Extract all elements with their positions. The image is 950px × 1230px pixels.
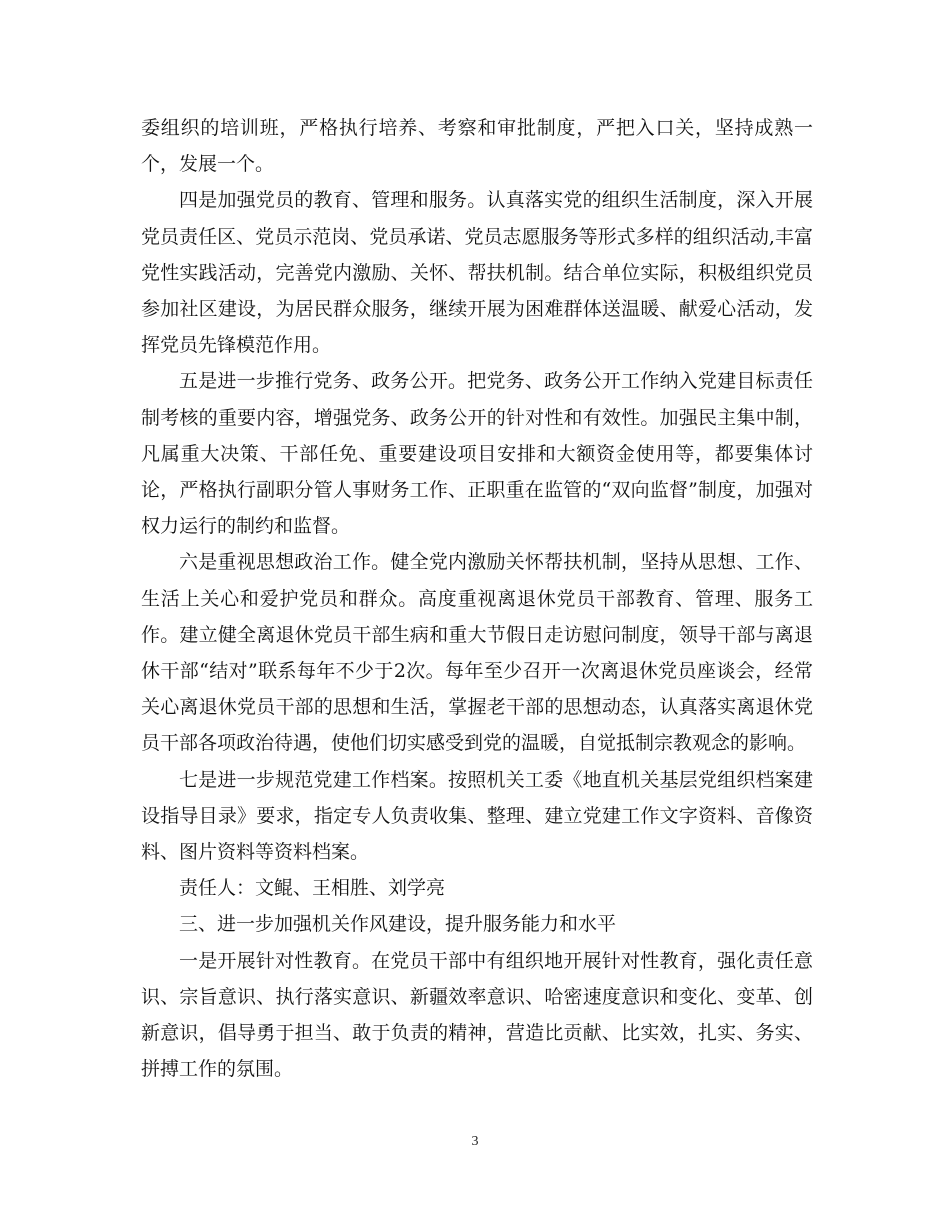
paragraph-5: 七是进一步规范党建工作档案。按照机关工委《地直机关基层党组织档案建设指导目录》要求，指定专人负责收集、整理、建立党建工作文字资料、音像资料、图片资料等资料档案。: [141, 768, 813, 864]
paragraph-8: 一是开展针对性教育。在党员干部中有组织地开展针对性教育，强化责任意识、宗旨意识、执行落实意识、新疆效率意识、哈密速度意识和变化、变革、创新意识，倡导勇于担当、敢于负责的精神，营造比贡献、比实效，扎实、务实、拼搏工作的氛围。: [141, 949, 813, 1081]
page-number: 3: [471, 1134, 479, 1149]
section-heading: 三、进一步加强机关作风建设，提升服务能力和水平: [179, 913, 617, 936]
paragraph-4: 六是重视思想政治工作。健全党内激励关怀帮扶机制，坚持从思想、工作、生活上关心和爱护党员和群众。高度重视离退休党员干部教育、管理、服务工作。建立健全离退休党员干部生病和重大节假日走访慰问制度，领导干部与离退休干部“结对”联系每年不少于2次。每年至少召开一次离退休党员座谈会，经常关心离退休党员干部的思想和生活，掌握老干部的思想动态，认真落实离退休党员干部各项政治待遇，使他们切实感受到党的温暖，自觉抵制宗教观念的影响。: [141, 551, 813, 755]
paragraph-3: 五是进一步推行党务、政务公开。把党务、政务公开工作纳入党建目标责任制考核的重要内容，增强党务、政务公开的针对性和有效性。加强民主集中制，凡属重大决策、干部任免、重要建设项目安排和大额资金使用等，都要集体讨论，严格执行副职分管人事财务工作、正职重在监管的“双向监督”制度，加强对权力运行的制约和监督。: [141, 370, 813, 538]
document-body: [141, 110, 813, 1087]
paragraph-1: 委组织的培训班，严格执行培养、考察和审批制度，严把入口关，坚持成熟一个，发展一个。: [141, 117, 813, 176]
paragraph-responsible-persons: 责任人：文鲲、王相胜、刘学亮: [179, 877, 446, 900]
paragraph-2: 四是加强党员的教育、管理和服务。认真落实党的组织生活制度，深入开展党员责任区、党员示范岗、党员承诺、党员志愿服务等形式多样的组织活动,丰富党性实践活动，完善党内激励、关怀、帮扶机制。结合单位实际，积极组织党员参加社区建设，为居民群众服务，继续开展为困难群体送温暖、献爱心活动，发挥党员先锋模范作用。: [141, 189, 813, 357]
